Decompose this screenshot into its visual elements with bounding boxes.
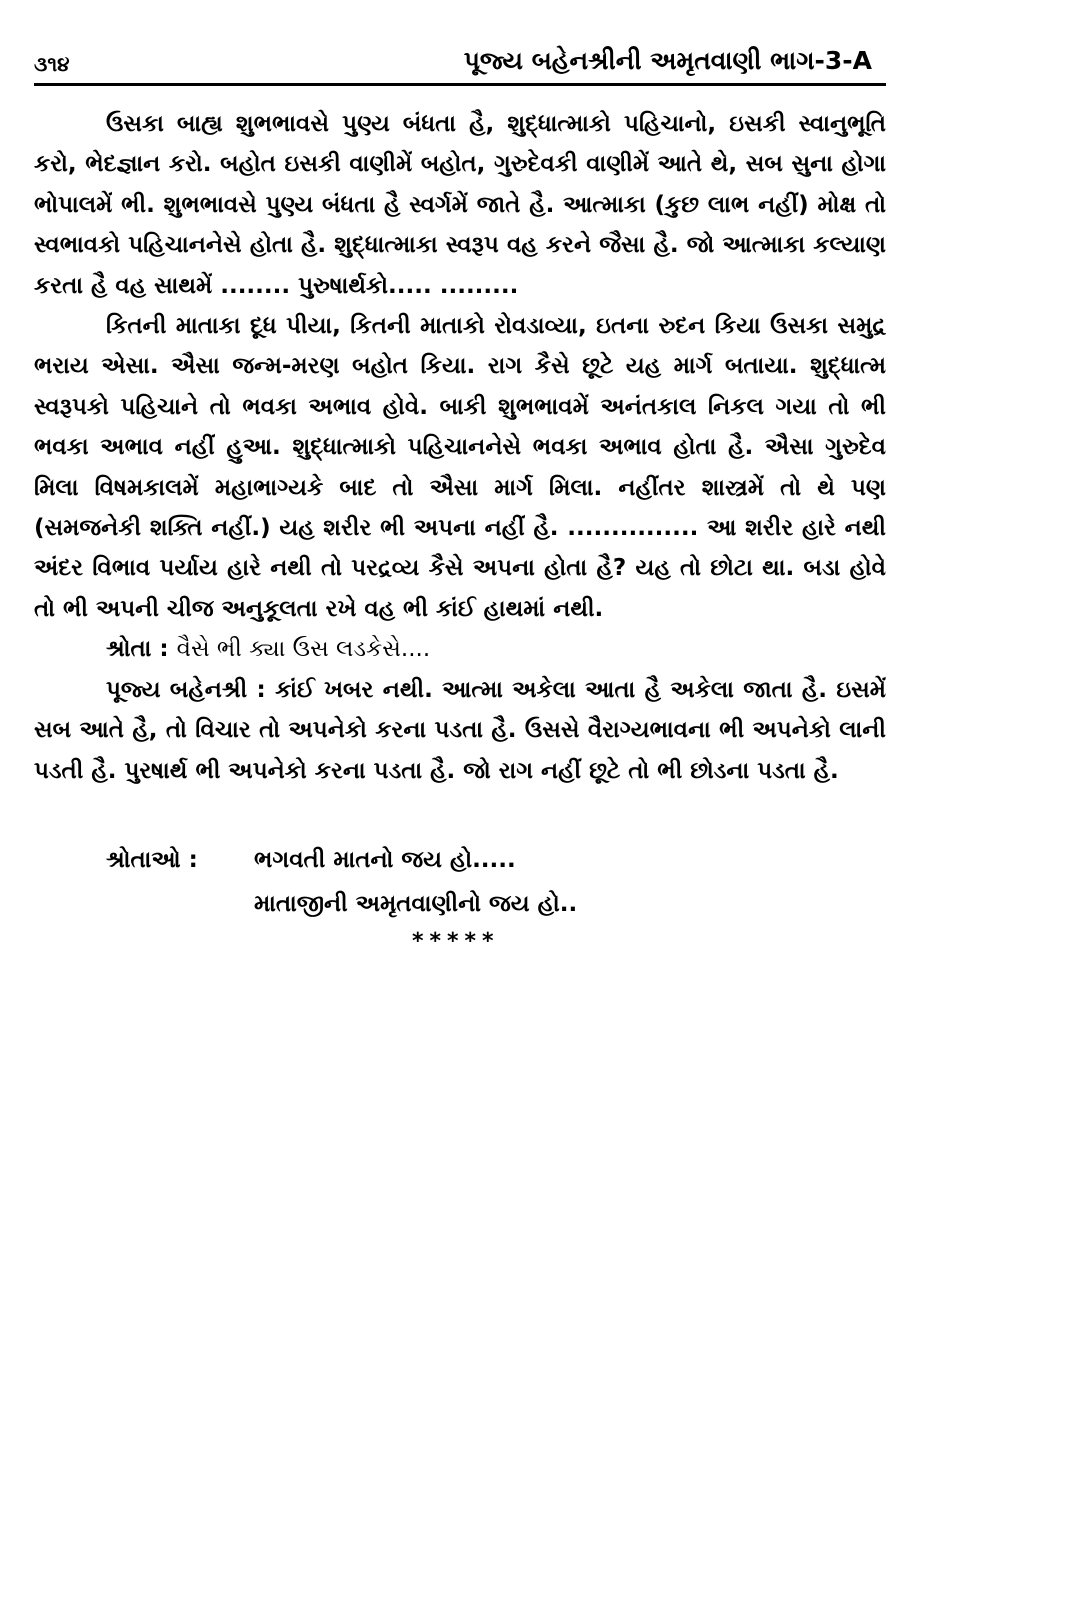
paragraph-2: કિતની માતાકા દૂધ પીયા, કિતની માતાકો રોવડાવ્યા, ઇતના રુદન કિયા ઉસકા સમુદ્ર ભરાય એસા. ઐસા જન્મ-મરણ બહોત કિયા. રાગ કૈસે છૂટે યહ માર્ગ બતાયા. શુદ્ધાત્મ સ્વરૂપકો પહિચાને તો ભવકા અભાવ હોવે. બાકી શુભભાવમેં અનંતકાલ નિકલ ગયા તો ભી ભવકા અભાવ નહીં હુઆ. શુદ્ધાત્માકો પહિચાનનેસે ભવકા અભાવ હોતા હૈ. ઐસા ગુરુદેવ મિલા વિષમકાલમેં મહાભાગ્યકે બાદ તો ઐસા માર્ગ મિલા. નહીંતર શાસ્ત્રમેં તો થે પણ (સમજનેકી શક્તિ નહીં.) યહ શરીર ભી અપના નહીં હૈ. ............... આ શરીર હારે નથી અંદર વિભાવ પર્યાય હારે નથી તો પરદ્રવ્ય કૈસે અપના હોતા હૈ? યહ તો છોટા થા. બડા હોવે તો ભી અપની ચીજ અનુકૂલતા રખે વહ ભી કાંઈ હાથમાં નથી.	[34, 313, 886, 622]
listener-remark	[34, 629, 886, 669]
closing-chant	[34, 839, 886, 929]
closing-line-1: ભગવતી માતનો જય હો.....	[254, 846, 516, 873]
bahenshri-reply	[34, 670, 886, 791]
header-rule	[34, 83, 886, 86]
speaker-label: પૂજ્ય બહેનશ્રી :	[106, 676, 266, 703]
page-number: ૩૧૪	[34, 52, 70, 76]
running-title: પૂજ્ય બહેનશ્રીની અમૃતવાણી ભાગ-3-A	[463, 46, 872, 75]
page-body	[34, 104, 886, 969]
end-mark-row	[34, 929, 886, 969]
end-mark-asterisks: *****	[412, 928, 500, 954]
paragraph-1: ઉસકા બાહ્ય શુભભાવસે પુણ્ય બંધતા હૈ, શુદ્ધાત્માકો પહિચાનો, ઇસકી સ્વાનુભૂતિ કરો, ભેદજ્ઞાન કરો. બહોત ઇસકી વાણીમેં બહોત, ગુરુદેવકી વાણીમેં આતે થે, સબ સુના હોગા ભોપાલમેં ભી. શુભભાવસે પુણ્ય બંધતા હૈ સ્વર્ગમેં જાતે હૈ. આત્માકા (કુછ લાભ નહીં) મોક્ષ તો સ્વભાવકો પહિચાનનેસે હોતા હૈ. શુદ્ધાત્માકા સ્વરૂપ વહ કરને જૈસા હૈ. જો આત્માકા કલ્યાણ કરતા હૈ વહ સાથમેં ........ પુરુષાર્થકો..... .........	[34, 111, 886, 299]
speaker-label: શ્રોતા :	[106, 636, 169, 663]
page-header	[34, 46, 886, 80]
closing-speaker-label: શ્રોતાઓ :	[106, 846, 198, 873]
reply-text: કાંઈ ખબર નથી. આત્મા અકેલા આતા હૈ અકેલા જાતા હૈ. ઇસમેં સબ આતે હૈ, તો વિચાર તો અપનેકો કરના પડતા હૈ. ઉસસે વૈરાગ્યભાવના ભી અપનેકો લાની પડતી હૈ. પુરષાર્થ ભી અપનેકો કરના પડતા હૈ. જો રાગ નહીં છૂટે તો ભી છોડના પડતા હૈ.	[34, 676, 886, 784]
closing-line-2: માતાજીની અમૃતવાણીનો જય હો..	[254, 890, 578, 917]
remark-text: વૈસે ભી ક્યા ઉસ લડકેસે....	[176, 636, 431, 663]
